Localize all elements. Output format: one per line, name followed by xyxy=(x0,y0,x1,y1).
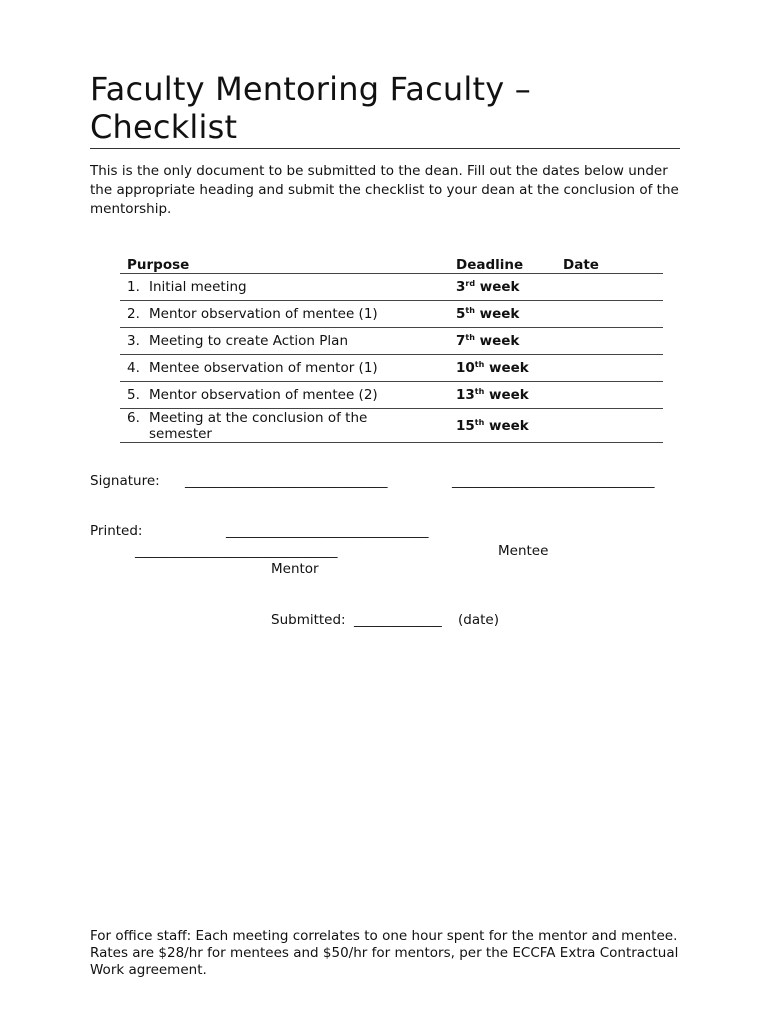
deadline-cell xyxy=(449,328,556,355)
printed-label: Printed: xyxy=(90,523,143,539)
deadline-word: week xyxy=(484,417,529,434)
deadline-number: 3 xyxy=(456,279,466,295)
row-number: 6. xyxy=(127,409,140,426)
row-number: 4. xyxy=(127,360,140,376)
deadline-suffix: th xyxy=(465,333,475,342)
purpose-cell xyxy=(120,409,449,443)
deadline-cell xyxy=(449,301,556,328)
table-header-row xyxy=(120,254,663,274)
date-label: (date) xyxy=(458,612,499,628)
date-cell[interactable] xyxy=(556,382,663,409)
submitted-label: Submitted: xyxy=(271,612,346,628)
table-row xyxy=(120,409,663,443)
deadline-cell xyxy=(449,382,556,409)
deadline-suffix: th xyxy=(474,360,485,369)
date-cell[interactable] xyxy=(556,409,663,443)
mentee-label: Mentee xyxy=(498,543,549,559)
deadline-suffix: th xyxy=(465,306,475,315)
deadline-word: week xyxy=(484,360,529,376)
checklist-table xyxy=(120,254,663,443)
mentor-label: Mentor xyxy=(271,561,319,577)
deadline-cell xyxy=(449,409,556,443)
intro-paragraph: This is the only document to be submitted to the dean. Fill out the dates below under the appropriate heading and submit the checklist to your dean at the conclusion of the mentorship. xyxy=(90,163,679,217)
row-number: 1. xyxy=(127,279,140,295)
deadline-number: 7 xyxy=(456,333,466,349)
purpose-text: Meeting to create Action Plan xyxy=(149,333,348,349)
date-cell[interactable] xyxy=(556,301,663,328)
header-deadline: Deadline xyxy=(449,254,556,274)
purpose-text: Mentor observation of mentee (2) xyxy=(149,387,378,403)
deadline-cell xyxy=(449,274,556,301)
submitted-date-line[interactable]: _____________ xyxy=(354,612,442,628)
office-staff-note: For office staff: Each meeting correlates to one hour spent for the mentor and mentee. Rates are $28/hr for mentees and $50/hr for mentors, per the ECCFA Extra Contractual Work agreement. xyxy=(90,928,679,978)
deadline-number: 5 xyxy=(456,306,466,322)
purpose-cell xyxy=(120,355,449,382)
deadline-suffix: th xyxy=(474,387,485,396)
document-title: Faculty Mentoring Faculty – Checklist xyxy=(90,70,680,149)
table-row xyxy=(120,328,663,355)
table-row xyxy=(120,382,663,409)
header-date: Date xyxy=(556,254,663,274)
purpose-text: Mentor observation of mentee (1) xyxy=(149,306,378,322)
mentor-signature-line[interactable]: ______________________________ xyxy=(185,473,388,489)
row-number: 2. xyxy=(127,306,140,322)
signature-label: Signature: xyxy=(90,473,160,489)
deadline-suffix: rd xyxy=(465,279,476,288)
row-number: 5. xyxy=(127,387,140,403)
purpose-cell xyxy=(120,274,449,301)
purpose-cell xyxy=(120,301,449,328)
deadline-number: 10 xyxy=(456,360,475,376)
deadline-word: week xyxy=(484,387,529,403)
table-row xyxy=(120,274,663,301)
deadline-word: week xyxy=(474,333,520,349)
purpose-cell xyxy=(120,328,449,355)
deadline-number: 15 xyxy=(456,417,475,434)
mentee-signature-line[interactable]: ______________________________ xyxy=(452,473,655,489)
date-cell[interactable] xyxy=(556,355,663,382)
purpose-text: Mentee observation of mentor (1) xyxy=(149,360,378,376)
deadline-word: week xyxy=(474,306,520,322)
date-cell[interactable] xyxy=(556,274,663,301)
deadline-word: week xyxy=(475,279,520,295)
mentee-printed-line[interactable]: ______________________________ xyxy=(226,523,429,539)
table-row xyxy=(120,301,663,328)
purpose-cell xyxy=(120,382,449,409)
deadline-cell xyxy=(449,355,556,382)
deadline-suffix: th xyxy=(474,417,485,427)
mentor-printed-line[interactable]: ______________________________ xyxy=(135,543,338,559)
header-purpose: Purpose xyxy=(120,254,449,274)
purpose-text: Meeting at the conclusion of the semester xyxy=(149,409,368,442)
date-cell[interactable] xyxy=(556,328,663,355)
table-row xyxy=(120,355,663,382)
deadline-number: 13 xyxy=(456,387,475,403)
purpose-text: Initial meeting xyxy=(149,279,247,295)
row-number: 3. xyxy=(127,333,140,349)
